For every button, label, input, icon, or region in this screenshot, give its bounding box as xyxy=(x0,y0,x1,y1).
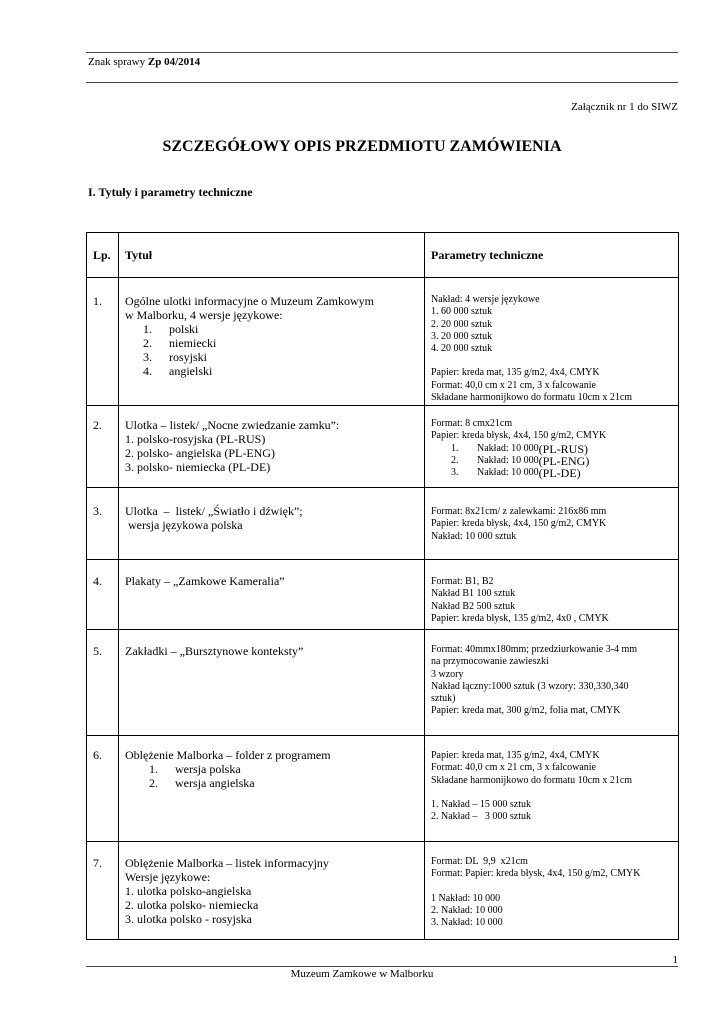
row-lp: 6. xyxy=(87,736,119,842)
row-params: Format: B1, B2 Nakład B1 100 sztuk Nakład B2 500 sztuk Papier: kreda błysk, 135 g/m2, 4x0 , CMYK xyxy=(425,560,679,630)
table-row xyxy=(87,278,679,406)
case-reference-number: Zp 04/2014 xyxy=(147,56,201,68)
top-rule xyxy=(86,52,678,53)
row-params: Format: 8 cmx21cm Papier: kreda błysk, 4x4, 150 g/m2, CMYK 1. Nakład: 10 000 (PL-RUS) 2. Nakład: 10 000 (PL-ENG) 3. Nakład: 10 000 (PL-DE) xyxy=(425,406,679,488)
attachment-label: Załącznik nr 1 do SIWZ xyxy=(571,101,678,113)
row-lp: 1. xyxy=(87,278,119,406)
table-row xyxy=(87,736,679,842)
row-title: Ogólne ulotki informacyjne o Muzeum Zamkowym w Malborku, 4 wersje językowe: 1. polski 2. niemiecki 3. rosyjski 4. angielski xyxy=(119,278,425,406)
row-params: Format: 40mmx180mm; przedziurkowanie 3-4 mm na przymocowanie zawieszki 3 wzory Nakład łączny:1000 sztuk (3 wzory: 330,330,340 sztuk) Papier: kreda mat, 300 g/m2, folia mat, CMYK xyxy=(425,630,679,736)
footer-rule xyxy=(86,966,678,967)
row-title: Ulotka – listek/ „Nocne zwiedzanie zamku”: 1. polsko-rosyjska (PL-RUS) 2. polsko- angielska (PL-ENG) 3. polsko- niemiecka (PL-DE) xyxy=(119,406,425,488)
row-params: Nakład: 4 wersje językowe 1. 60 000 sztuk 2. 20 000 sztuk 3. 20 000 sztuk 4. 20 000 sztuk Papier: kreda mat, 135 g/m2, 4x4, CMYK Format: 40,0 cm x 21 cm, 3 x falcowanie Składane harmonijkowo do formatu 10cm x 21cm xyxy=(425,278,679,406)
table-row xyxy=(87,488,679,560)
case-reference xyxy=(88,56,200,68)
row-title: Oblężenie Malborka – listek informacyjny Wersje językowe: 1. ulotka polsko-angielska 2. ulotka polsko- niemiecka 3. ulotka polsko - rosyjska xyxy=(119,842,425,940)
table-header-row xyxy=(87,233,679,278)
row-lp: 7. xyxy=(87,842,119,940)
page-number: 1 xyxy=(672,954,678,966)
row-title: Zakładki – „Bursztynowe konteksty” xyxy=(119,630,425,736)
row-lp: 5. xyxy=(87,630,119,736)
document-title: SZCZEGÓŁOWY OPIS PRZEDMIOTU ZAMÓWIENIA xyxy=(162,138,562,155)
header-title: Tytuł xyxy=(119,233,425,278)
row-params: Format: 8x21cm/ z zalewkami: 216x86 mm Papier: kreda błysk, 4x4, 150 g/m2, CMYK Nakład: 10 000 sztuk xyxy=(425,488,679,560)
row-params: Papier: kreda mat, 135 g/m2, 4x4, CMYK Format: 40,0 cm x 21 cm, 3 x falcowanie Składane harmonijkowo do formatu 10cm x 21cm 1. Nakład – 15 000 sztuk 2. Nakład – 3 000 sztuk xyxy=(425,736,679,842)
row-lp: 2. xyxy=(87,406,119,488)
row-title: Oblężenie Malborka – folder z programem 1. wersja polska 2. wersja angielska xyxy=(119,736,425,842)
table-row xyxy=(87,842,679,940)
section-heading: I. Tytuły i parametry techniczne xyxy=(88,185,253,199)
table-row xyxy=(87,630,679,736)
row-title: Plakaty – „Zamkowe Kameralia” xyxy=(119,560,425,630)
table-row xyxy=(87,560,679,630)
case-reference-label: Znak sprawy xyxy=(88,56,146,68)
footer-institution: Muzeum Zamkowe w Malborku xyxy=(290,968,434,980)
header-params: Parametry techniczne xyxy=(425,233,679,278)
specification-table xyxy=(86,232,679,940)
row-params: Format: DL 9,9 x21cm Format: Papier: kreda błysk, 4x4, 150 g/m2, CMYK 1 Nakład: 10 000 2. Nakład: 10 000 3. Nakład: 10 000 xyxy=(425,842,679,940)
row-lp: 4. xyxy=(87,560,119,630)
header-rule xyxy=(86,82,678,83)
row-title: Ulotka – listek/ „Światło i dźwięk”; wersja językowa polska xyxy=(119,488,425,560)
row-lp: 3. xyxy=(87,488,119,560)
header-lp: Lp. xyxy=(87,233,119,278)
table-row xyxy=(87,406,679,488)
